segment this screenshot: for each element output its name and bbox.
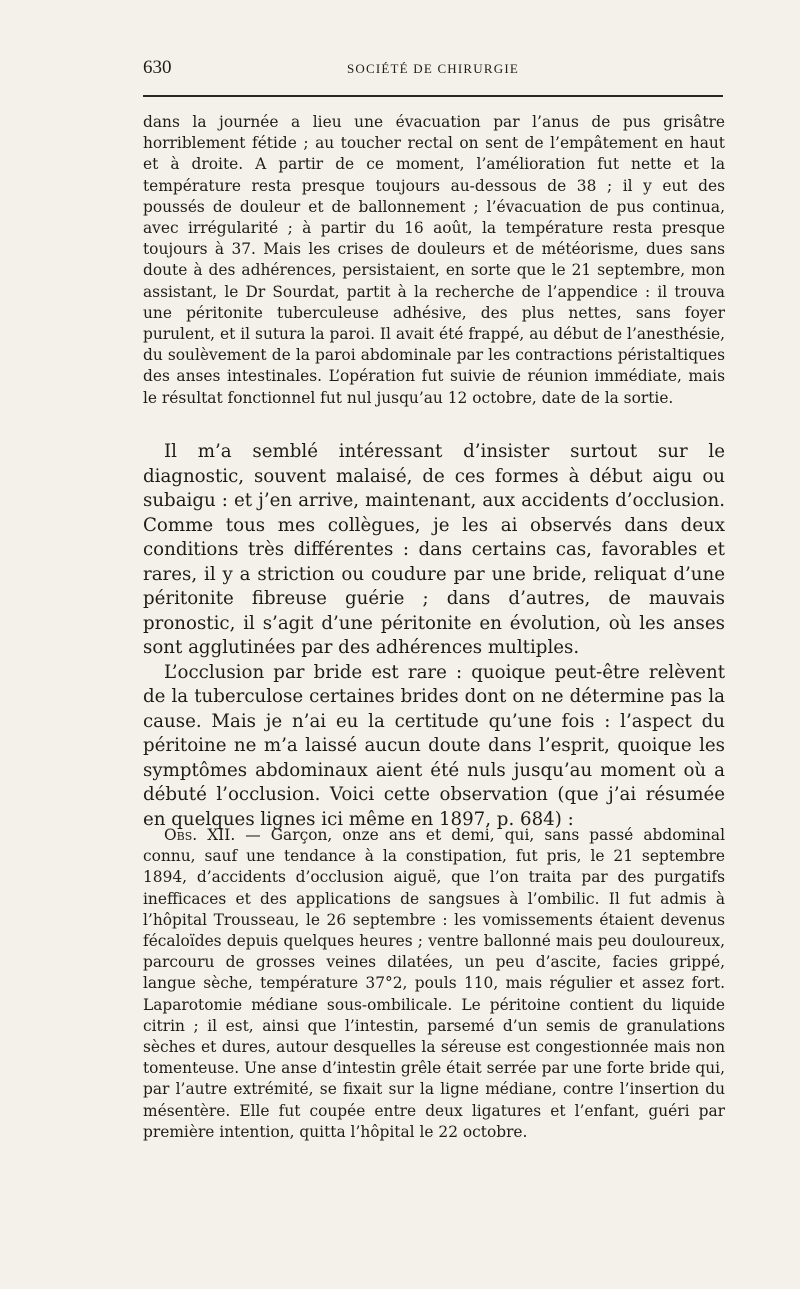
occlusion-paragraph: L’occlusion par bride est rare : quoique peut-être relèvent de la tuberculose certaines brides dont on ne détermine pas la cause. Mais je n’ai eu la certitude qu’une fois : l’aspect du péritoine ne m’a laissé aucun doute dans l’esprit, quoique les symptômes abdominaux aient été nuls jusqu’au moment où a débuté l’occlusion. Voici cette observation (que j’ai résumée en quelques lignes ici même en 1897, p. 684) : (143, 661, 725, 830)
case-continuation-paragraph: dans la journée a lieu une évacuation par l’anus de pus grisâtre horriblement fétide ; au toucher rectal on sent de l’empâtement en haut et à droite. A partir de ce moment, l’amélioration fut nette et la température resta presque toujours au-dessous de 38 ; il y eut des poussés de douleur et de ballonnement ; l’évacuation de pus continua, avec irrégularité ; à partir du 16 août, la température resta presque toujours à 37. Mais les crises de douleurs et de météorisme, dues sans doute à des adhérences, persistaient, en sorte que le 21 septembre, mon assistant, le Dr Sourdat, partit à la recherche de l’appendice : il trouva une péritonite tuberculeuse adhésive, des plus nettes, sans foyer purulent, et il sutura la paroi. Il avait été frappé, au début de l’anesthésie, du soulèvement de la paroi abdominale par les contractions péristaltiques des anses intestinales. L’opération fut suivie de réunion immédiate, mais le résultat fonctionnel fut nul jusqu’au 12 octobre, date de la sortie. (143, 113, 725, 407)
observation-block (143, 825, 725, 1143)
header-rule (143, 95, 723, 97)
main-text-block (143, 440, 725, 832)
observation-paragraph (143, 825, 725, 1143)
observation-label: Obs. XII. (164, 826, 236, 844)
page-header (143, 57, 723, 81)
running-head: SOCIÉTÉ DE CHIRURGIE (346, 61, 520, 76)
page-number: 630 (143, 57, 172, 78)
observation-text: — Garçon, onze ans et demi, qui, sans passé abdominal connu, sauf une tendance à la constipation, fut pris, le 21 septembre 1894, d’accidents d’occlusion aiguë, que l’on traita par des purgatifs inefficaces et des applications de sangsues à l’ombilic. Il fut admis à l’hôpital Trousseau, le 26 septembre : les vomissements étaient devenus fécaloïdes depuis quelques heures ; ventre ballonné mais peu douloureux, parcouru de grosses veines dilatées, un peu d’ascite, facies grippé, langue sèche, température 37°2, pouls 110, mais régulier et assez fort. Laparotomie médiane sous-ombilicale. Le péritoine contient du liquide citrin ; il est, ainsi que l’intestin, parsemé d’un semis de granulations sèches et dures, autour desquelles la séreuse est congestionnée mais non tomenteuse. Une anse d’intestin grêle était serrée par une forte bride qui, par l’autre extrémité, se fixait sur la ligne médiane, contre l’insertion du mésentère. Elle fut coupée entre deux ligatures et l’enfant, guéri par première intention, quitta l’hôpital le 22 octobre. (143, 826, 725, 1141)
diagnosis-paragraph: Il m’a semblé intéressant d’insister surtout sur le diagnostic, souvent malaisé, de ces formes à début aigu ou subaigu : et j’en arrive, maintenant, aux accidents d’occlusion. Comme tous mes collègues, je les ai observés dans deux conditions très différentes : dans certains cas, favorables et rares, il y a striction ou coudure par une bride, reliquat d’une péritonite fibreuse guérie ; dans d’autres, de mauvais pronostic, il s’agit d’une péritonite en évolution, où les anses sont agglutinées par des adhérences multiples. (143, 441, 725, 658)
case-continuation-block (143, 112, 725, 409)
